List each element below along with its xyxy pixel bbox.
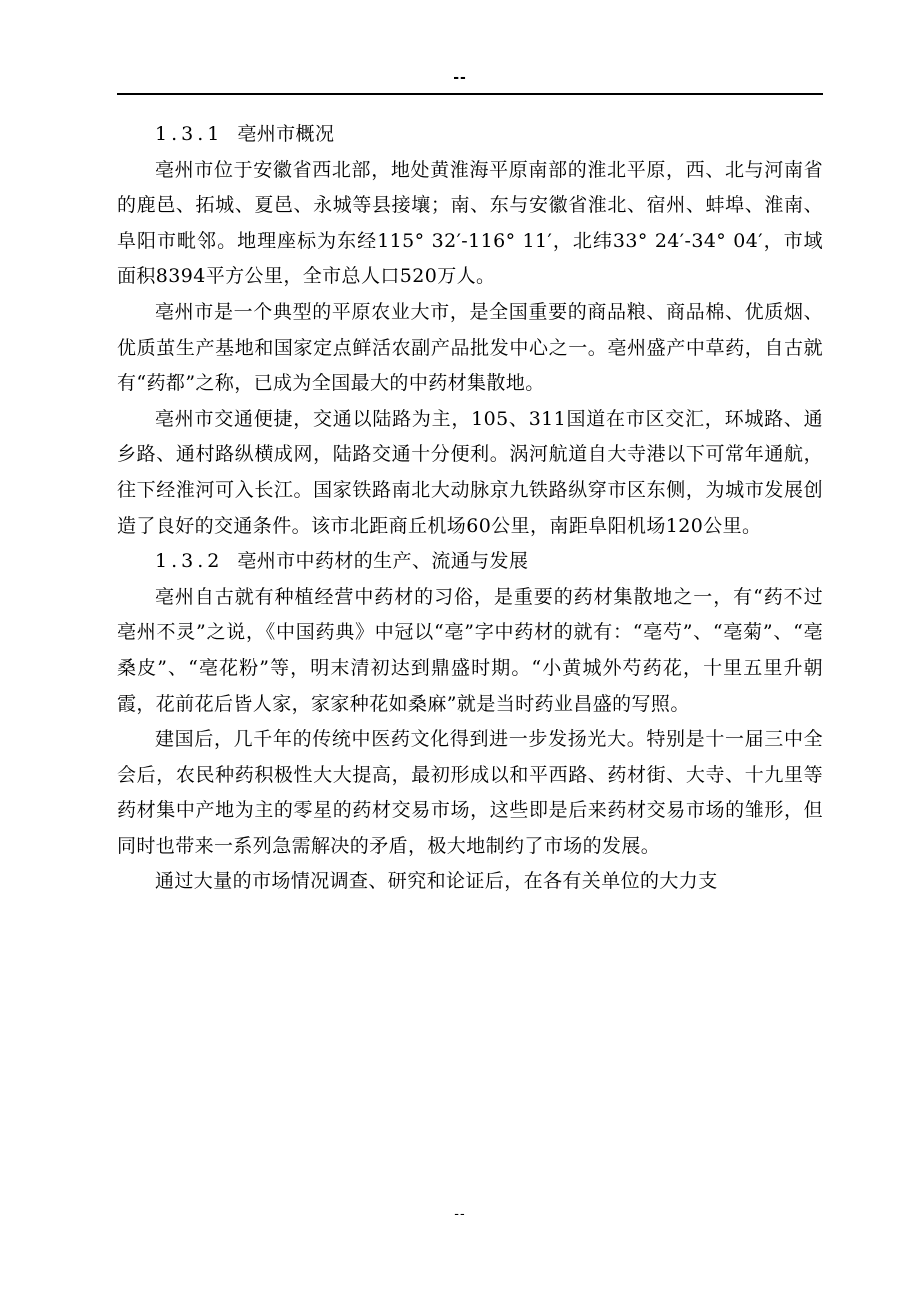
page-footer-mark: --	[454, 1207, 466, 1222]
section-title: 亳州市概况	[237, 123, 335, 145]
section-heading-1-3-1	[117, 117, 823, 153]
section-number: 1.3.1	[155, 123, 224, 145]
paragraph-transport: 亳州市交通便捷，交通以陆路为主，105、311国道在市区交汇，环城路、通乡路、通村路纵横成网，陆路交通十分便利。涡河航道自大寺港以下可常年通航，往下经淮河可入长江。国家铁路南北大动脉京九铁路纵穿市区东侧，为城市发展创造了良好的交通条件。该市北距商丘机场60公里，南距阜阳机场120公里。	[117, 407, 823, 537]
header-rule	[117, 93, 823, 95]
paragraph-market-research: 通过大量的市场情况调查、研究和论证后，在各有关单位的大力支	[155, 870, 718, 893]
section-title: 亳州市中药材的生产、流通与发展	[237, 550, 529, 573]
paragraph-agriculture: 亳州市是一个典型的平原农业大市，是全国重要的商品粮、商品棉、优质烟、优质茧生产基地和国家定点鲜活农副产品批发中心之一。亳州盛产中草药，自古就有“药都”之称，已成为全国最大的中药材集散地。	[117, 300, 823, 395]
page-header-mark: --	[453, 70, 467, 86]
section-number: 1.3.2	[155, 550, 224, 573]
paragraph-post-1949: 建国后，几千年的传统中医药文化得到进一步发扬光大。特别是十一届三中全会后，农民种药积极性大大提高，最初形成以和平西路、药材街、大寺、十九里等药材集中产地为主的零星的药材交易市场，这些即是后来药材交易市场的雏形，但同时也带来一系列急需解决的矛盾，极大地制约了市场的发展。	[117, 728, 823, 857]
section-heading-1-3-2	[117, 544, 823, 580]
paragraph-history: 亳州自古就有种植经营中药材的习俗，是重要的药材集散地之一，有“药不过亳州不灵”之说，《中国药典》中冠以“亳”字中药材的就有：“亳芍”、“亳菊”、“亳桑皮”、“亳花粉”等，明末清初达到鼎盛时期。“小黄城外芍药花，十里五里升朝霞，花前花后皆人家，家家种花如桑麻”就是当时药业昌盛的写照。	[117, 585, 823, 715]
document-body	[117, 117, 823, 900]
paragraph-location: 亳州市位于安徽省西北部，地处黄淮海平原南部的淮北平原，西、北与河南省的鹿邑、拓城、夏邑、永城等县接壤；南、东与安徽省淮北、宿州、蚌埠、淮南、阜阳市毗邻。地理座标为东经115° 32′-116° 11′，北纬33° 24′-34° 04′，市域面积8394平方公里，全市总人口520万人。	[117, 158, 823, 288]
